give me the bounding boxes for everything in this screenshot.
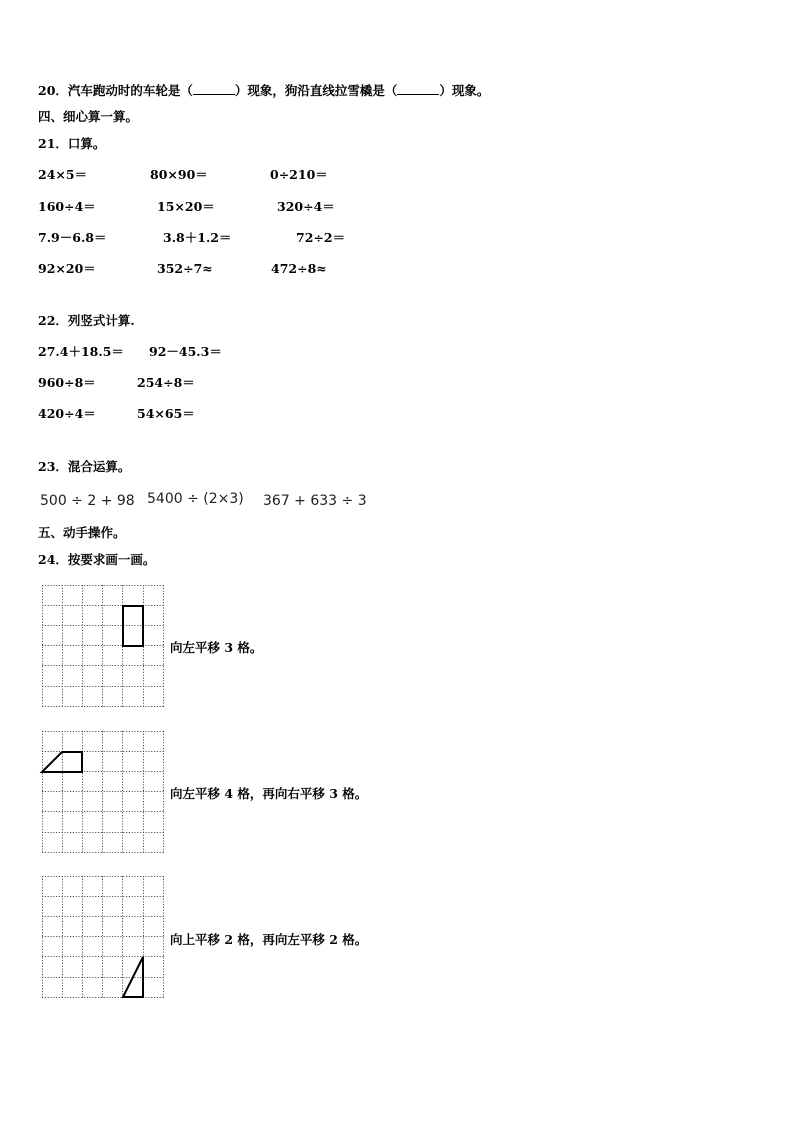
oral-calc-item: 15×20＝ [157, 199, 215, 214]
question-23-title: 23．混合运算。 [38, 459, 131, 474]
question-22-title: 22．列竖式计算. [38, 313, 135, 328]
q20-text-1: 20．汽车跑动时的车轮是（ [38, 83, 193, 98]
mixed-op-expression: 367 + 633 ÷ 3 [263, 493, 367, 509]
dotted-grid-1 [42, 585, 166, 709]
vertical-calc-item: 92－45.3＝ [149, 344, 222, 359]
vertical-calc-item: 54×65＝ [137, 406, 195, 421]
oral-calc-item: 472÷8≈ [271, 261, 327, 276]
dotted-grid-3 [42, 876, 166, 1000]
task-1-instruction: 向左平移 3 格。 [170, 640, 263, 655]
oral-calc-item: 352÷7≈ [157, 261, 213, 276]
question-21-title: 21．口算。 [38, 136, 106, 151]
vertical-calc-item: 27.4＋18.5＝ [38, 344, 124, 359]
oral-calc-item: 92×20＝ [38, 261, 96, 276]
oral-calc-item: 160÷4＝ [38, 199, 96, 214]
vertical-calc-item: 420÷4＝ [38, 406, 96, 421]
question-20 [38, 83, 489, 99]
q20-blank-1[interactable] [193, 83, 235, 95]
section-4-heading: 四、细心算一算。 [38, 109, 139, 124]
vertical-calc-item: 960÷8＝ [38, 375, 96, 390]
mixed-op-expression: 5400 ÷ (2×3) [147, 491, 244, 507]
vertical-calc-item: 254÷8＝ [137, 375, 195, 390]
q20-blank-2[interactable] [397, 83, 439, 95]
q20-text-3: ）现象。 [439, 83, 490, 98]
oral-calc-item: 3.8＋1.2＝ [163, 230, 232, 245]
mixed-op-expression: 500 ÷ 2 + 98 [40, 493, 135, 509]
oral-calc-item: 320÷4＝ [277, 199, 335, 214]
oral-calc-item: 7.9－6.8＝ [38, 230, 107, 245]
task-2-instruction: 向左平移 4 格，再向右平移 3 格。 [170, 786, 368, 801]
q20-text-2: ）现象，狗沿直线拉雪橇是（ [234, 83, 398, 98]
oral-calc-item: 80×90＝ [150, 167, 208, 182]
dotted-grid-2 [42, 731, 166, 855]
oral-calc-item: 0÷210＝ [270, 167, 328, 182]
oral-calc-item: 72÷2＝ [296, 230, 346, 245]
question-24-title: 24．按要求画一画。 [38, 552, 156, 567]
oral-calc-item: 24×5＝ [38, 167, 88, 182]
section-5-heading: 五、动手操作。 [38, 525, 126, 540]
task-3-instruction: 向上平移 2 格，再向左平移 2 格。 [170, 932, 368, 947]
